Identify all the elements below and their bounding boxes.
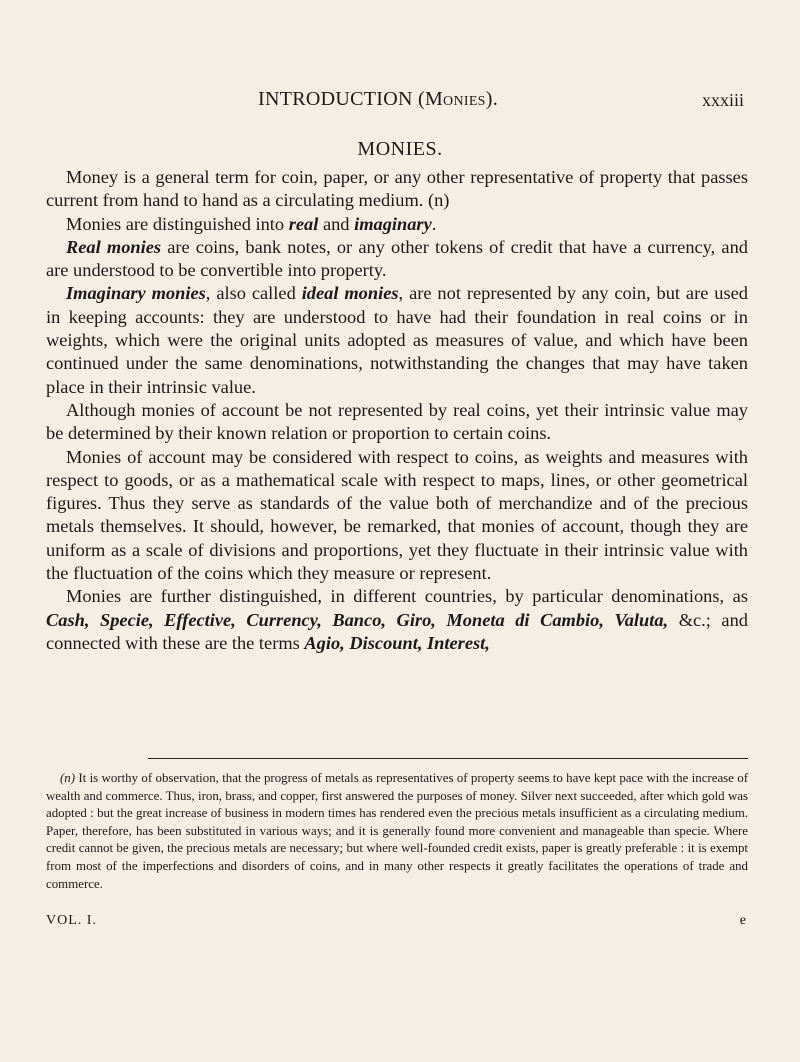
body-text xyxy=(46,166,748,655)
footnote-rule xyxy=(148,758,748,759)
page-number: xxxiii xyxy=(701,90,744,110)
paragraph-monies-distinguished: Monies are distinguished into real and imaginary. xyxy=(66,213,437,234)
volume-label: VOL. I. xyxy=(46,913,97,928)
footnote-text: It is worthy of observation, that the progress of metals as representatives of property seems to have kept pace with the increase of wealth and commerce. Thus, iron, brass, and copper, first answered the purposes of money. Silver next succeeded, after which gold was adopted : but the great increase of business in modern times has rendered even the precious metals insufficient as a circulating medium. Paper, therefore, has been substituted in various ways; and it is generally found more convenient and manageable than specie. Where credit cannot be given, the precious metals are necessary; but where well-founded credit exists, paper is greatly preferable : it is exempt from most of the imperfections and disorders of coins, and in many other respects it greatly facilitates the operations of trade and commerce. xyxy=(46,771,748,891)
paragraph-denominations: Monies are further distinguished, in different countries, by particular denominations, as Cash, Specie, Effective, Currency, Banco, Giro, Moneta di Cambio, Valuta, &c.; and connected with these are the terms Agio, Discount, Interest, xyxy=(46,586,748,653)
paragraph-monies-of-account: Although monies of account be not represented by real coins, yet their intrinsic value may be determined by their known relation or proportion to certain coins. xyxy=(46,399,748,444)
paragraph-monies-as-scale: Monies of account may be considered with respect to coins, as weights and measures with respect to goods, or as a mathematical scale with respect to maps, lines, or other geometrical figures. Thus they serve as standards of the value both of merchandize and of the precious metals themselves. It should, however, be remarked, that monies of account, though they are uniform as a scale of divisions and proportions, yet they fluctuate in their intrinsic value with the fluctuation of the coins which they measure or represent. xyxy=(46,446,748,584)
running-head-title: INTRODUCTION xyxy=(258,88,418,110)
footnote-mark: (n) xyxy=(60,771,76,785)
signature-line xyxy=(46,913,748,929)
section-title: MONIES. xyxy=(357,138,443,160)
footnote xyxy=(46,770,748,893)
signature-mark: e xyxy=(739,913,746,928)
paragraph-money-definition: Money is a general term for coin, paper, or any other representative of property that passes current from hand to hand as a circulating medium. (n) xyxy=(46,167,748,211)
paragraph-imaginary-monies: Imaginary monies, also called ideal monies, are not represented by any coin, but are used in keeping accounts: they are understood to have had their foundation in real coins or in weights, which were the original units adopted as measures of value, and which have been continued under the same denominations, notwithstanding the changes that may have taken place in their intrinsic value. xyxy=(46,283,749,397)
running-head xyxy=(258,88,498,111)
paragraph-real-monies: Real monies are coins, bank notes, or any other tokens of credit that have a currency, and are understood to be convertible into property. xyxy=(46,236,748,281)
running-head-subtitle: (Monies). xyxy=(418,88,499,110)
